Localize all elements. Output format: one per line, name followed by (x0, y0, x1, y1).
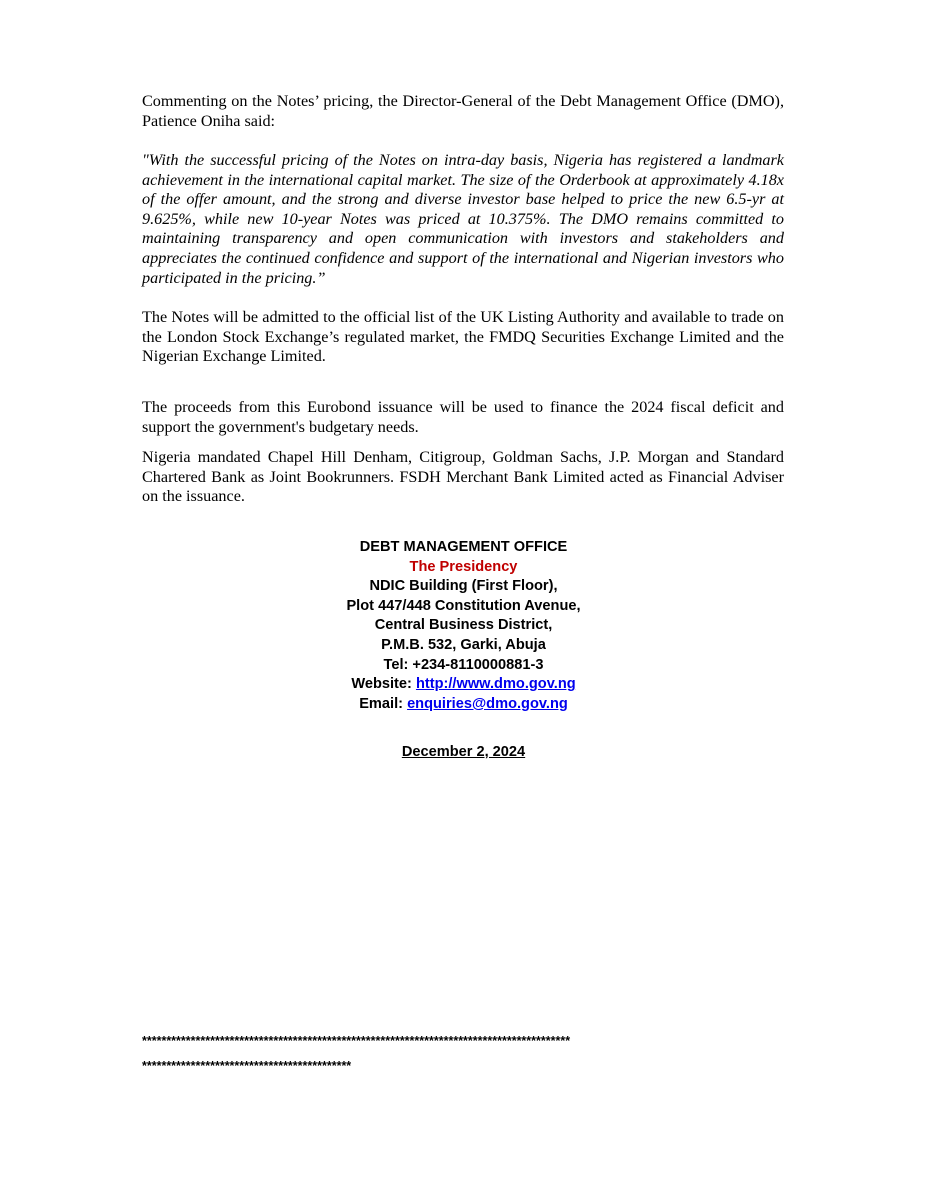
email-line (0, 695, 927, 715)
address-plot: Plot 447/448 Constitution Avenue, (346, 597, 581, 614)
listing-paragraph: The Notes will be admitted to the official list of the UK Listing Authority and available to trade on the London Stock Exchange’s regulated market, the FMDQ Securities Exchange Limited and the Nigerian Exchange Limited. (142, 308, 784, 366)
end-marker-line-1: **************************************************************************************** (142, 1034, 571, 1048)
address-district: Central Business District, (374, 617, 553, 634)
dg-quote: "With the successful pricing of the Notes on intra-day basis, Nigeria has registered a landmark achievement in the international capital market. The size of the Orderbook at approximately 4.18x of the offer amount, and the strong and diverse investor base helped to price the new 6.5-yr at 9.625%, while new 10-year Notes was priced at 10.375%. The DMO remains committed to maintaining transparency and open communication with investors and stakeholders and appreciates the continued confidence and support of the international and Nigerian investors who participated in the pricing.” (142, 151, 784, 287)
end-marker-line-2: ******************************************* (142, 1059, 352, 1073)
proceeds-paragraph: The proceeds from this Eurobond issuance will be used to finance the 2024 fiscal deficit and support the government's budgetary needs. (142, 398, 784, 436)
website-label: Website: (351, 676, 416, 693)
address-building: NDIC Building (First Floor), (369, 578, 558, 595)
telephone: Tel: +234-8110000881-3 (383, 656, 544, 673)
website-link[interactable]: http://www.dmo.gov.ng (415, 676, 576, 693)
bookrunners-paragraph: Nigeria mandated Chapel Hill Denham, Citigroup, Goldman Sachs, J.P. Morgan and Standard Chartered Bank as Joint Bookrunners. FSDH Merchant Bank Limited acted as Financial Adviser on the issuance. (142, 448, 784, 506)
website-line (0, 675, 927, 695)
org-name: DEBT MANAGEMENT OFFICE (359, 539, 568, 555)
dg-comment-intro: Commenting on the Notes’ pricing, the Director-General of the Debt Management Office (DMO), Patience Oniha said: (142, 92, 784, 130)
email-label: Email: (359, 695, 408, 712)
email-link[interactable]: enquiries@dmo.gov.ng (407, 695, 568, 712)
presidency-label: The Presidency (409, 558, 518, 575)
address-pmb: P.M.B. 532, Garki, Abuja (381, 636, 546, 653)
contact-block (0, 538, 927, 714)
release-date: December 2, 2024 (401, 744, 526, 760)
